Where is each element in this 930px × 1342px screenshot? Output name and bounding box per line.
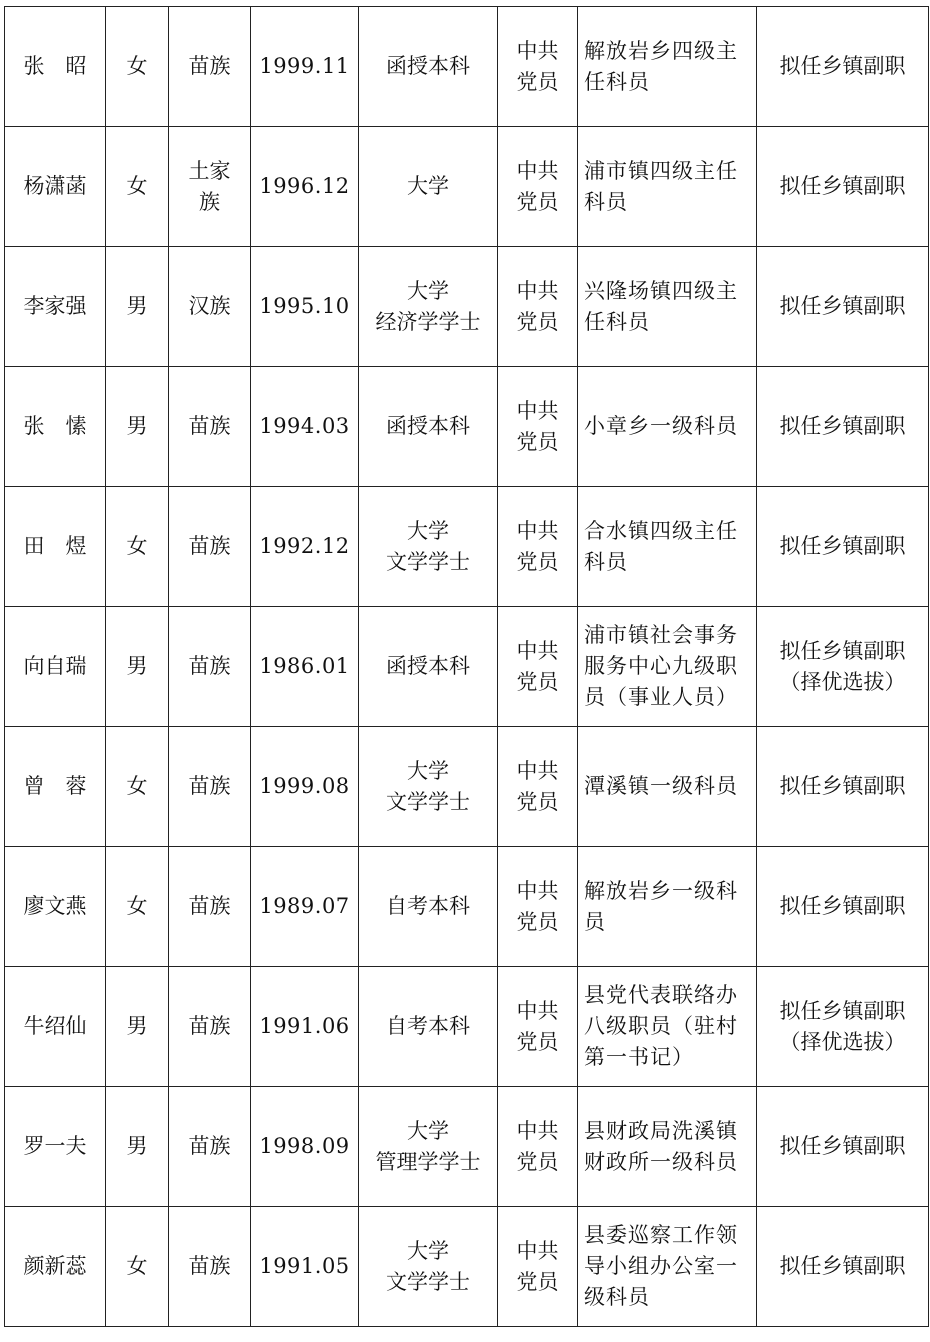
gender-cell: 女: [106, 727, 169, 847]
party-affiliation-cell: [498, 127, 578, 247]
ethnicity-cell: [169, 367, 251, 487]
current-position-cell: [578, 7, 757, 127]
proposed-position-line: 拟任乡镇副职: [779, 294, 906, 318]
education-cell: [359, 847, 498, 967]
party-affiliation-line: 党员: [516, 429, 559, 454]
ethnicity-line: 苗族: [188, 534, 231, 558]
education-line: 大学: [407, 174, 449, 198]
education-line: 自考本科: [386, 1014, 470, 1038]
education-cell: [359, 607, 498, 727]
current-position-cell: [578, 1087, 757, 1207]
current-position-line: 财政所一级科员: [584, 1149, 738, 1174]
education-line: 管理学学士: [375, 1149, 481, 1174]
education-cell: [359, 127, 498, 247]
ethnicity-line: 苗族: [188, 1134, 231, 1158]
education-cell: [359, 1087, 498, 1207]
proposed-position-cell: [757, 847, 929, 967]
gender-cell: 男: [106, 367, 169, 487]
education-line: 大学: [407, 518, 449, 543]
current-position-line: 潭溪镇一级科员: [584, 774, 738, 798]
gender-cell: 女: [106, 847, 169, 967]
party-affiliation-line: 中共: [516, 878, 559, 903]
name-cell: 廖文燕: [5, 847, 106, 967]
education-line: 自考本科: [386, 894, 470, 918]
party-affiliation-line: 中共: [516, 638, 559, 663]
current-position-cell: [578, 967, 757, 1087]
gender-cell: 男: [106, 1087, 169, 1207]
current-position-line: 解放岩乡一级科: [584, 878, 738, 903]
ethnicity-cell: [169, 7, 251, 127]
ethnicity-line: 苗族: [188, 1014, 231, 1038]
ethnicity-line: 族: [199, 189, 220, 214]
table-row: [5, 247, 929, 367]
proposed-position-line: （择优选拔）: [779, 1029, 906, 1054]
candidate-table: [4, 6, 929, 1327]
party-affiliation-line: 党员: [516, 789, 559, 814]
party-affiliation-cell: [498, 247, 578, 367]
education-line: 大学: [407, 278, 449, 303]
current-position-line: 八级职员（驻村: [584, 1014, 738, 1038]
birth-date-cell: 1989.07: [251, 847, 359, 967]
party-affiliation-line: 中共: [516, 998, 559, 1023]
ethnicity-line: 苗族: [188, 414, 231, 438]
proposed-position-line: 拟任乡镇副职: [779, 1254, 906, 1278]
birth-date-cell: 1999.08: [251, 727, 359, 847]
birth-date-cell: 1992.12: [251, 487, 359, 607]
current-position-cell: [578, 367, 757, 487]
education-cell: [359, 367, 498, 487]
party-affiliation-line: 党员: [516, 909, 559, 934]
party-affiliation-line: 党员: [516, 309, 559, 334]
gender-cell: 男: [106, 247, 169, 367]
current-position-cell: [578, 727, 757, 847]
ethnicity-line: 苗族: [188, 774, 231, 798]
current-position-cell: [578, 1207, 757, 1327]
table-row: [5, 847, 929, 967]
party-affiliation-line: 党员: [516, 1029, 559, 1054]
table-row: [5, 127, 929, 247]
party-affiliation-line: 党员: [516, 1269, 559, 1294]
ethnicity-cell: [169, 247, 251, 367]
party-affiliation-cell: [498, 487, 578, 607]
current-position-line: 级科员: [584, 1285, 650, 1309]
ethnicity-line: 汉族: [188, 294, 231, 318]
party-affiliation-cell: [498, 7, 578, 127]
education-cell: [359, 7, 498, 127]
current-position-line: 小章乡一级科员: [584, 414, 738, 438]
education-cell: [359, 1207, 498, 1327]
table-row: [5, 367, 929, 487]
education-line: 文学学士: [386, 549, 470, 574]
party-affiliation-line: 中共: [516, 38, 559, 63]
current-position-line: 兴隆场镇四级主: [584, 278, 738, 303]
party-affiliation-line: 党员: [516, 1149, 559, 1174]
ethnicity-line: 土家: [188, 158, 231, 183]
table-row: [5, 967, 929, 1087]
ethnicity-line: 苗族: [188, 894, 231, 918]
current-position-line: 导小组办公室一: [584, 1254, 738, 1278]
name-cell: 曾 蓉: [5, 727, 106, 847]
name-cell: 颜新蕊: [5, 1207, 106, 1327]
education-line: 函授本科: [386, 414, 470, 438]
current-position-cell: [578, 847, 757, 967]
current-position-line: 解放岩乡四级主: [584, 38, 738, 63]
current-position-line: 科员: [584, 549, 628, 574]
candidate-table-body: [5, 7, 929, 1327]
party-affiliation-line: 中共: [516, 758, 559, 783]
current-position-cell: [578, 127, 757, 247]
education-line: 大学: [407, 1238, 449, 1263]
current-position-line: 员（事业人员）: [584, 685, 738, 709]
name-cell: 李家强: [5, 247, 106, 367]
current-position-line: 员: [584, 909, 606, 934]
education-cell: [359, 247, 498, 367]
name-cell: 田 煜: [5, 487, 106, 607]
ethnicity-cell: [169, 967, 251, 1087]
gender-cell: 男: [106, 967, 169, 1087]
proposed-position-cell: [757, 1207, 929, 1327]
education-line: 经济学学士: [375, 309, 481, 334]
party-affiliation-cell: [498, 967, 578, 1087]
education-cell: [359, 727, 498, 847]
gender-cell: 女: [106, 7, 169, 127]
name-cell: 张 愫: [5, 367, 106, 487]
current-position-line: 科员: [584, 189, 628, 214]
party-affiliation-line: 党员: [516, 189, 559, 214]
birth-date-cell: 1996.12: [251, 127, 359, 247]
ethnicity-line: 苗族: [188, 654, 231, 678]
party-affiliation-line: 中共: [516, 398, 559, 423]
birth-date-cell: 1995.10: [251, 247, 359, 367]
education-line: 大学: [407, 758, 449, 783]
proposed-position-line: 拟任乡镇副职: [779, 1134, 906, 1158]
proposed-position-line: 拟任乡镇副职: [779, 54, 906, 78]
ethnicity-cell: [169, 127, 251, 247]
ethnicity-line: 苗族: [188, 1254, 231, 1278]
proposed-position-line: 拟任乡镇副职: [779, 414, 906, 438]
education-line: 函授本科: [386, 654, 470, 678]
party-affiliation-cell: [498, 1207, 578, 1327]
current-position-line: 任科员: [584, 69, 650, 94]
proposed-position-cell: [757, 607, 929, 727]
ethnicity-cell: [169, 607, 251, 727]
party-affiliation-cell: [498, 607, 578, 727]
party-affiliation-cell: [498, 727, 578, 847]
education-line: 文学学士: [386, 789, 470, 814]
current-position-line: 服务中心九级职: [584, 654, 738, 678]
proposed-position-cell: [757, 727, 929, 847]
current-position-cell: [578, 607, 757, 727]
ethnicity-cell: [169, 847, 251, 967]
table-row: [5, 487, 929, 607]
name-cell: 张 昭: [5, 7, 106, 127]
party-affiliation-line: 党员: [516, 69, 559, 94]
ethnicity-cell: [169, 487, 251, 607]
proposed-position-cell: [757, 1087, 929, 1207]
party-affiliation-cell: [498, 1087, 578, 1207]
proposed-position-line: 拟任乡镇副职: [779, 894, 906, 918]
current-position-line: 浦市镇四级主任: [584, 158, 738, 183]
birth-date-cell: 1994.03: [251, 367, 359, 487]
current-position-line: 第一书记）: [584, 1045, 694, 1069]
current-position-cell: [578, 247, 757, 367]
party-affiliation-line: 党员: [516, 549, 559, 574]
current-position-cell: [578, 487, 757, 607]
ethnicity-cell: [169, 727, 251, 847]
current-position-line: 任科员: [584, 309, 650, 334]
name-cell: 罗一夫: [5, 1087, 106, 1207]
proposed-position-line: 拟任乡镇副职: [779, 534, 906, 558]
proposed-position-cell: [757, 247, 929, 367]
name-cell: 向自瑞: [5, 607, 106, 727]
proposed-position-line: 拟任乡镇副职: [779, 638, 906, 663]
party-affiliation-cell: [498, 847, 578, 967]
party-affiliation-line: 中共: [516, 278, 559, 303]
birth-date-cell: 1986.01: [251, 607, 359, 727]
birth-date-cell: 1998.09: [251, 1087, 359, 1207]
current-position-line: 浦市镇社会事务: [584, 623, 738, 647]
party-affiliation-line: 党员: [516, 669, 559, 694]
ethnicity-cell: [169, 1207, 251, 1327]
party-affiliation-line: 中共: [516, 158, 559, 183]
proposed-position-cell: [757, 367, 929, 487]
party-affiliation-line: 中共: [516, 1238, 559, 1263]
name-cell: 牛绍仙: [5, 967, 106, 1087]
education-line: 函授本科: [386, 54, 470, 78]
party-affiliation-line: 中共: [516, 1118, 559, 1143]
party-affiliation-line: 中共: [516, 518, 559, 543]
proposed-position-cell: [757, 487, 929, 607]
table-row: [5, 607, 929, 727]
proposed-position-cell: [757, 7, 929, 127]
table-row: [5, 1207, 929, 1327]
proposed-position-line: （择优选拔）: [779, 669, 906, 694]
current-position-line: 县财政局洗溪镇: [584, 1118, 738, 1143]
proposed-position-cell: [757, 127, 929, 247]
table-row: [5, 727, 929, 847]
birth-date-cell: 1991.05: [251, 1207, 359, 1327]
current-position-line: 县党代表联络办: [584, 983, 738, 1007]
gender-cell: 女: [106, 127, 169, 247]
ethnicity-cell: [169, 1087, 251, 1207]
education-cell: [359, 967, 498, 1087]
gender-cell: 女: [106, 1207, 169, 1327]
ethnicity-line: 苗族: [188, 54, 231, 78]
birth-date-cell: 1991.06: [251, 967, 359, 1087]
name-cell: 杨潇菡: [5, 127, 106, 247]
proposed-position-line: 拟任乡镇副职: [779, 174, 906, 198]
birth-date-cell: 1999.11: [251, 7, 359, 127]
proposed-position-line: 拟任乡镇副职: [779, 998, 906, 1023]
proposed-position-line: 拟任乡镇副职: [779, 774, 906, 798]
current-position-line: 县委巡察工作领: [584, 1223, 738, 1247]
table-row: [5, 1087, 929, 1207]
education-line: 文学学士: [386, 1269, 470, 1294]
gender-cell: 男: [106, 607, 169, 727]
education-cell: [359, 487, 498, 607]
proposed-position-cell: [757, 967, 929, 1087]
education-line: 大学: [407, 1118, 449, 1143]
gender-cell: 女: [106, 487, 169, 607]
current-position-line: 合水镇四级主任: [584, 518, 738, 543]
party-affiliation-cell: [498, 367, 578, 487]
table-row: [5, 7, 929, 127]
